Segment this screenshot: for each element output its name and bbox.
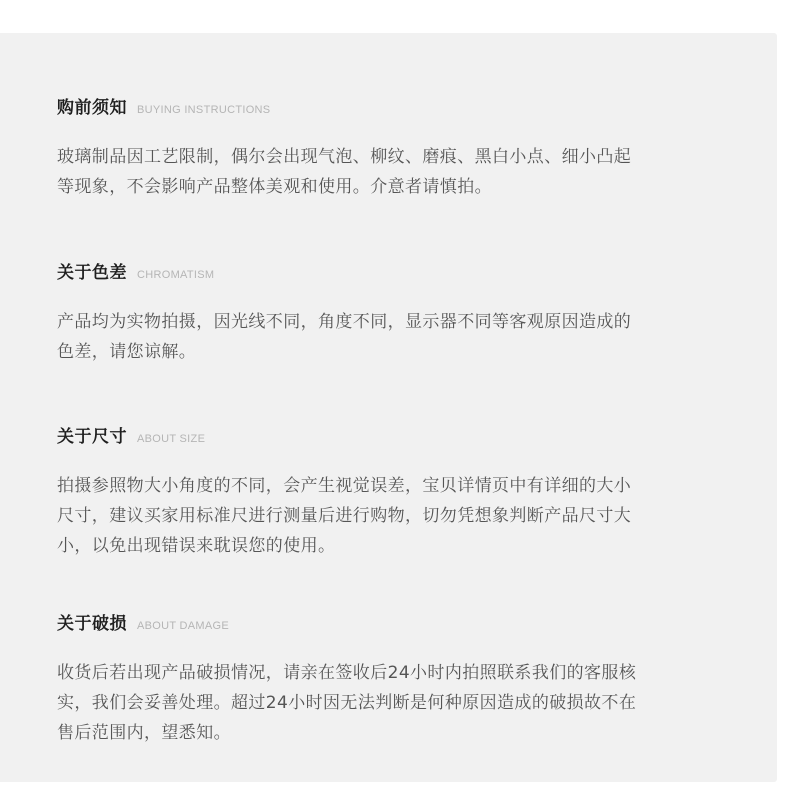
section-body (57, 471, 737, 561)
body-line: 小，以免出现错误来耽误您的使用。 (57, 536, 336, 556)
section-heading (57, 93, 737, 118)
body-line: 产品均为实物拍摄，因光线不同，角度不同，显示器不同等客观原因造成的 (57, 312, 632, 332)
section-heading (57, 422, 737, 447)
section-subtitle: CHROMATISM (137, 269, 215, 281)
body-line: 色差，请您谅解。 (57, 342, 197, 362)
body-line: 拍摄参照物大小角度的不同，会产生视觉误差，宝贝详情页中有详细的大小 (57, 476, 632, 496)
section-subtitle: ABOUT DAMAGE (137, 620, 230, 632)
section-title: 关于色差 (57, 263, 127, 283)
section-heading (57, 609, 737, 634)
section-buying-instructions (57, 93, 737, 202)
section-heading (57, 258, 737, 283)
section-subtitle: BUYING INSTRUCTIONS (137, 104, 271, 116)
body-line: 收货后若出现产品破损情况，请亲在签收后24小时内拍照联系我们的客服核 (57, 663, 637, 683)
section-title: 购前须知 (57, 98, 127, 118)
section-body (57, 142, 737, 202)
section-body (57, 658, 737, 748)
notice-panel (0, 33, 777, 782)
section-about-damage (57, 609, 737, 748)
body-line: 实，我们会妥善处理。超过24小时因无法判断是何种原因造成的破损故不在 (57, 693, 637, 713)
section-title: 关于尺寸 (57, 427, 127, 447)
section-subtitle: ABOUT SIZE (137, 433, 206, 445)
body-line: 玻璃制品因工艺限制，偶尔会出现气泡、柳纹、磨痕、黑白小点、细小凸起 (57, 147, 632, 167)
body-line: 等现象，不会影响产品整体美观和使用。介意者请慎拍。 (57, 177, 492, 197)
section-about-size (57, 422, 737, 561)
section-chromatism (57, 258, 737, 367)
body-line: 售后范围内，望悉知。 (57, 723, 231, 743)
body-line: 尺寸，建议买家用标准尺进行测量后进行购物，切勿凭想象判断产品尺寸大 (57, 506, 632, 526)
section-body (57, 307, 737, 367)
section-title: 关于破损 (57, 614, 127, 634)
